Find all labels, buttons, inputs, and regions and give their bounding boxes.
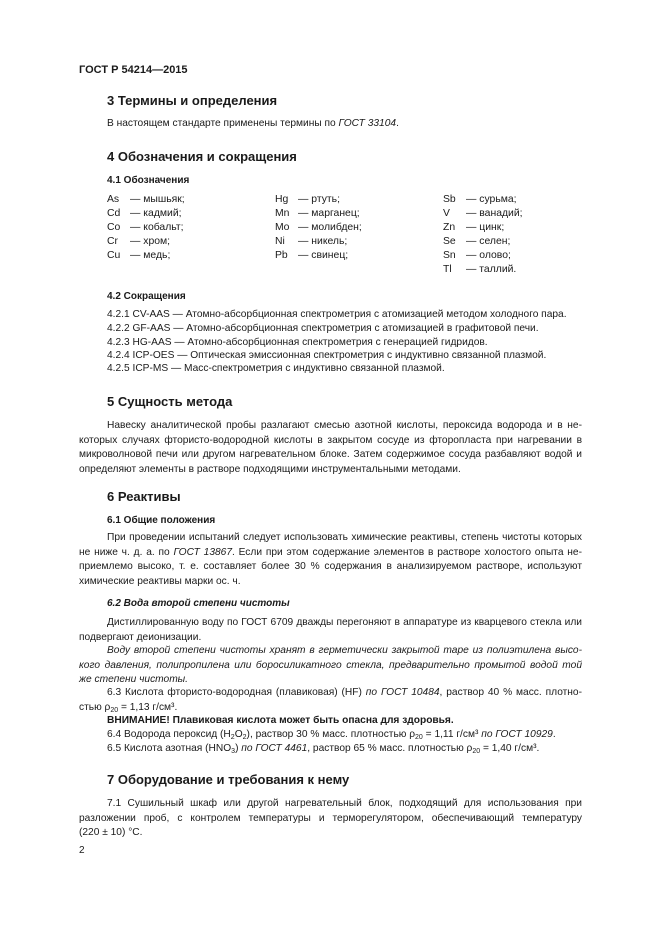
symbol-item: Sn — олово; bbox=[443, 250, 511, 261]
symbol-item: Mo — молибден; bbox=[275, 222, 362, 233]
symbol-item: Cd — кадмий; bbox=[107, 208, 182, 219]
section-6-title: 6 Реактивы bbox=[107, 489, 181, 504]
section-7-1-paragraph: 7.1 Сушильный шкаф или другой нагревательный блок, подходящий для использования при разложении проб, с контролем температуры и терморегулятором, обеспечивающий температуру (220 ± 10) °С. bbox=[79, 798, 582, 838]
section-6-5-paragraph: 6.5 Кислота азотная $(HNO_3)$ по ГОСТ 4461, раствор 65 % масс. плотностью $\rho_{20} = 1,40$ г/см³. bbox=[107, 743, 540, 755]
abbreviation-item: 4.2.4 ICP-OES — Оптическая эмиссионная спектрометрия с индуктивно связанной плазмой. bbox=[107, 350, 547, 361]
section-4-title: 4 Обозначения и сокращения bbox=[107, 149, 297, 164]
symbol-item: V — ванадий; bbox=[443, 208, 523, 219]
page-number: 2 bbox=[79, 845, 85, 856]
section-3-text: В настоящем стандарте применены термины по ГОСТ 33104. bbox=[107, 118, 399, 129]
section-5-title: 5 Сущность метода bbox=[107, 394, 233, 409]
subsection-6-2-title: 6.2 Вода второй степени чистоты bbox=[107, 598, 290, 609]
subsection-4-2-title: 4.2 Сокращения bbox=[107, 291, 186, 302]
document-header: ГОСТ Р 54214—2015 bbox=[79, 64, 188, 76]
abbreviation-item: 4.2.1 CV-AAS — Атомно-абсорбционная спектрометрия с атомизацией методом холодного пара. bbox=[107, 309, 567, 320]
gost-link: ГОСТ 33104 bbox=[338, 118, 397, 129]
symbol-item: Cu — медь; bbox=[107, 250, 171, 261]
abbreviation-item: 4.2.5 ICP-MS — Масс-спектрометрия с индуктивно связанной плазмой. bbox=[107, 363, 445, 374]
section-6-4-paragraph: 6.4 Водорода пероксид $(H_2O_2)$, раствор 30 % масс. плотностью $\rho_{20} = 1,11$ г/см³ по ГОСТ 10929. bbox=[107, 729, 556, 741]
symbol-item: Tl — таллий. bbox=[443, 264, 517, 275]
section-6-2-paragraph: Дистиллированную воду по ГОСТ 6709 дважды перегоняют в аппаратуре из кварцевого стекла или подвергают деионизации. bbox=[79, 617, 582, 643]
symbol-item: Cr — хром; bbox=[107, 236, 171, 247]
symbol-item: Pb — свинец; bbox=[275, 250, 349, 261]
warning-text: ВНИМАНИЕ! Плавиковая кислота может быть опасна для здоровья. bbox=[107, 715, 454, 726]
abbreviation-item: 4.2.2 GF-AAS — Атомно-абсорбционная спектрометрия с атомизацией в графитовой печи. bbox=[107, 323, 539, 334]
abbreviation-item: 4.2.3 HG-AAS — Атомно-абсорбционная спектрометрия с генерацией гидридов. bbox=[107, 337, 488, 348]
symbol-item: Mn — марганец; bbox=[275, 208, 360, 219]
section-5-paragraph: Навеску аналитической пробы разлагают смесью азотной кислоты, пероксида водорода и в не- которых случаях фтористо-водородной кислоты в закрытом сосуде из фторопласта при нагревании в микроволновой печи или другом нагревательном блоке. Затем содержимое сосуда разбавляют водой и определяют элементы в растворе подходящими инструментальными методами. bbox=[79, 420, 582, 475]
symbol-item: Sb — сурьма; bbox=[443, 194, 517, 205]
subsection-6-1-title: 6.1 Общие положения bbox=[107, 515, 216, 526]
section-6-2-note: Воду второй степени чистоты хранят в герметически закрытой таре из полиэтилена высо- кого давления, полипропилена или боросиликатного стекла, предварительно промытой водой той же степени чистоты. bbox=[79, 645, 582, 685]
subsection-4-1-title: 4.1 Обозначения bbox=[107, 175, 190, 186]
symbol-item: Se — селен; bbox=[443, 236, 511, 247]
section-3-title: 3 Термины и определения bbox=[107, 93, 278, 108]
symbol-item: Hg — ртуть; bbox=[275, 194, 340, 205]
section-6-1-paragraph: При проведении испытаний следует использовать химические реактивы, степень чистоты которых не ниже ч. д. а. по ГОСТ 13867. Если при этом содержание элементов в растворе холостого опыта не- приемлемо высоко, т. е. составляет более 30 % содержания в анализируемом растворе, используют химические реактивы марки ос. ч. bbox=[79, 532, 582, 587]
symbol-item: Co — кобальт; bbox=[107, 222, 184, 233]
symbol-item: Ni — никель; bbox=[275, 236, 348, 247]
symbol-item: As — мышьяк; bbox=[107, 194, 185, 205]
symbol-item: Zn — цинк; bbox=[443, 222, 505, 233]
section-7-title: 7 Оборудование и требования к нему bbox=[107, 772, 350, 787]
section-6-3-paragraph: 6.3 Кислота фтористо-водородная (плавиковая) (HF) по ГОСТ 10484, раствор 40 % масс. плотно- стью $\rho_{20} = 1,13$ г/см³. bbox=[79, 687, 582, 714]
